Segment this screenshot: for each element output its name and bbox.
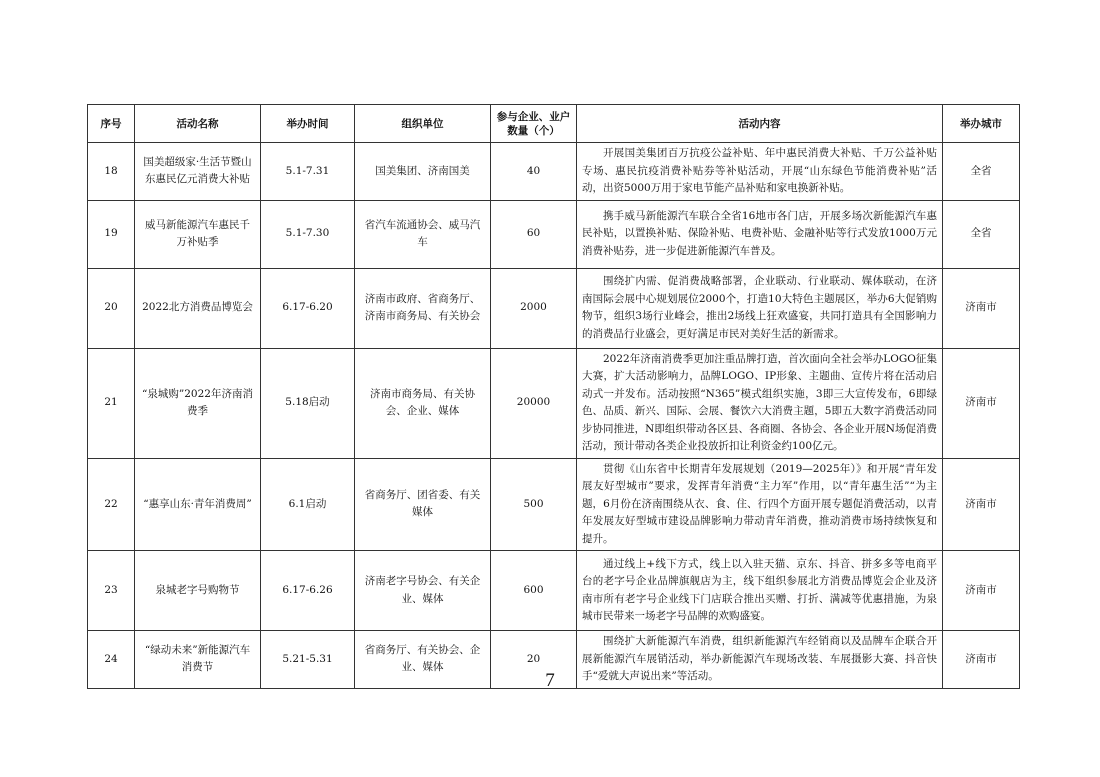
cell-count: 60	[491, 200, 577, 268]
table-row	[88, 143, 1020, 201]
cell-time: 5.18启动	[261, 348, 355, 458]
cell-time: 6.17-6.20	[261, 268, 355, 348]
cell-index: 21	[88, 348, 135, 458]
cell-name: “惠享山东·青年消费周”	[135, 458, 261, 551]
cell-city: 全省	[943, 143, 1020, 201]
page-number: 7	[545, 670, 555, 691]
cell-index: 18	[88, 143, 135, 201]
cell-index: 19	[88, 200, 135, 268]
cell-city: 济南市	[943, 551, 1020, 631]
cell-city: 济南市	[943, 268, 1020, 348]
cell-name: 2022北方消费品博览会	[135, 268, 261, 348]
cell-content: 通过线上+线下方式，线上以入驻天猫、京东、抖音、拼多多等电商平台的老字号企业品牌旗舰店为主，线下组织参展北方消费品博览会企业及济南市所有老字号企业线下门店联合推出买赠、打折、满减等优惠措施，为泉城市民带来一场老字号品牌的欢购盛宴。	[577, 551, 943, 631]
header-index: 序号	[88, 105, 135, 143]
activity-table	[87, 104, 1020, 689]
cell-count: 500	[491, 458, 577, 551]
cell-time: 6.1启动	[261, 458, 355, 551]
cell-index: 20	[88, 268, 135, 348]
cell-name: 威马新能源汽车惠民千万补贴季	[135, 200, 261, 268]
cell-organizer: 省汽车流通协会、威马汽车	[355, 200, 491, 268]
cell-organizer: 济南市商务局、有关协会、企业、媒体	[355, 348, 491, 458]
cell-count: 2000	[491, 268, 577, 348]
cell-time: 5.1-7.31	[261, 143, 355, 201]
header-content: 活动内容	[577, 105, 943, 143]
cell-organizer: 省商务厅、有关协会、企业、媒体	[355, 631, 491, 689]
table-row	[88, 458, 1020, 551]
table-row	[88, 200, 1020, 268]
table-row	[88, 551, 1020, 631]
cell-time: 5.21-5.31	[261, 631, 355, 689]
cell-time: 6.17-6.26	[261, 551, 355, 631]
table-row	[88, 268, 1020, 348]
cell-content: 围绕扩大新能源汽车消费，组织新能源汽车经销商以及品牌车企联合开展新能源汽车展销活动，举办新能源汽车现场改装、车展摄影大赛、抖音快手“爱就大声说出来”等活动。	[577, 631, 943, 689]
cell-name: 国美超级家·生活节暨山东惠民亿元消费大补贴	[135, 143, 261, 201]
cell-time: 5.1-7.30	[261, 200, 355, 268]
cell-organizer: 济南老字号协会、有关企业、媒体	[355, 551, 491, 631]
cell-content: 携手威马新能源汽车联合全省16地市各门店，开展多场次新能源汽车惠民补贴，以置换补贴、保险补贴、电费补贴、金融补贴等行式发放1000万元消费补贴券，进一步促进新能源汽车普及。	[577, 200, 943, 268]
cell-content: 围绕扩内需、促消费战略部署，企业联动、行业联动、媒体联动，在济南国际会展中心规划展位2000个，打造10大特色主题展区，举办6大促销购物节，组织3场行业峰会，推出2场线上狂欢盛宴，共同打造具有全国影响力的消费品行业盛会，更好满足市民对美好生活的新需求。	[577, 268, 943, 348]
cell-index: 23	[88, 551, 135, 631]
cell-content: 贯彻《山东省中长期青年发展规划（2019—2025年）》和开展“青年发展友好型城市”要求，发挥青年消费“主力军”作用，以“青年惠生活”“为主题，6月份在济南围绕从衣、食、住、行四个方面开展专题促消费活动，以青年发展友好型城市建设品牌影响力带动青年消费，推动消费市场持续恢复和提升。	[577, 458, 943, 551]
table-row	[88, 348, 1020, 458]
cell-city: 济南市	[943, 458, 1020, 551]
header-organizer: 组织单位	[355, 105, 491, 143]
cell-city: 济南市	[943, 348, 1020, 458]
cell-index: 22	[88, 458, 135, 551]
cell-content: 开展国美集团百万抗疫公益补贴、年中惠民消费大补贴、千万公益补贴专场、惠民抗疫消费补贴券等补贴活动，开展“山东绿色节能消费补贴”活动，出资5000万用于家电节能产品补贴和家电换新补贴。	[577, 143, 943, 201]
header-city: 举办城市	[943, 105, 1020, 143]
cell-city: 济南市	[943, 631, 1020, 689]
cell-name: “绿动未来”新能源汽车消费节	[135, 631, 261, 689]
header-name: 活动名称	[135, 105, 261, 143]
cell-index: 24	[88, 631, 135, 689]
header-time: 举办时间	[261, 105, 355, 143]
cell-city: 全省	[943, 200, 1020, 268]
cell-count: 20000	[491, 348, 577, 458]
cell-organizer: 省商务厅、团省委、有关媒体	[355, 458, 491, 551]
cell-name: 泉城老字号购物节	[135, 551, 261, 631]
cell-count: 600	[491, 551, 577, 631]
cell-count: 40	[491, 143, 577, 201]
cell-content: 2022年济南消费季更加注重品牌打造，首次面向全社会举办LOGO征集大赛，扩大活动影响力，品牌LOGO、IP形象、主题曲、宣传片将在活动启动式一并发布。活动按照“N365”模式组织实施，3即三大宣传发布，6即绿色、品质、新兴、国际、会展、餐饮六大消费主题，5即五大数字消费活动同步协同推进，N即组织带动各区县、各商圈、各协会、各企业开展N场促消费活动，预计带动各类企业投放折扣让利资金约100亿元。	[577, 348, 943, 458]
cell-count: 20	[491, 631, 577, 689]
cell-organizer: 国美集团、济南国美	[355, 143, 491, 201]
header-count: 参与企业、业户数量（个）	[491, 105, 577, 143]
cell-organizer: 济南市政府、省商务厅、济南市商务局、有关协会	[355, 268, 491, 348]
cell-name: “泉城购”2022年济南消费季	[135, 348, 261, 458]
table-header-row	[88, 105, 1020, 143]
